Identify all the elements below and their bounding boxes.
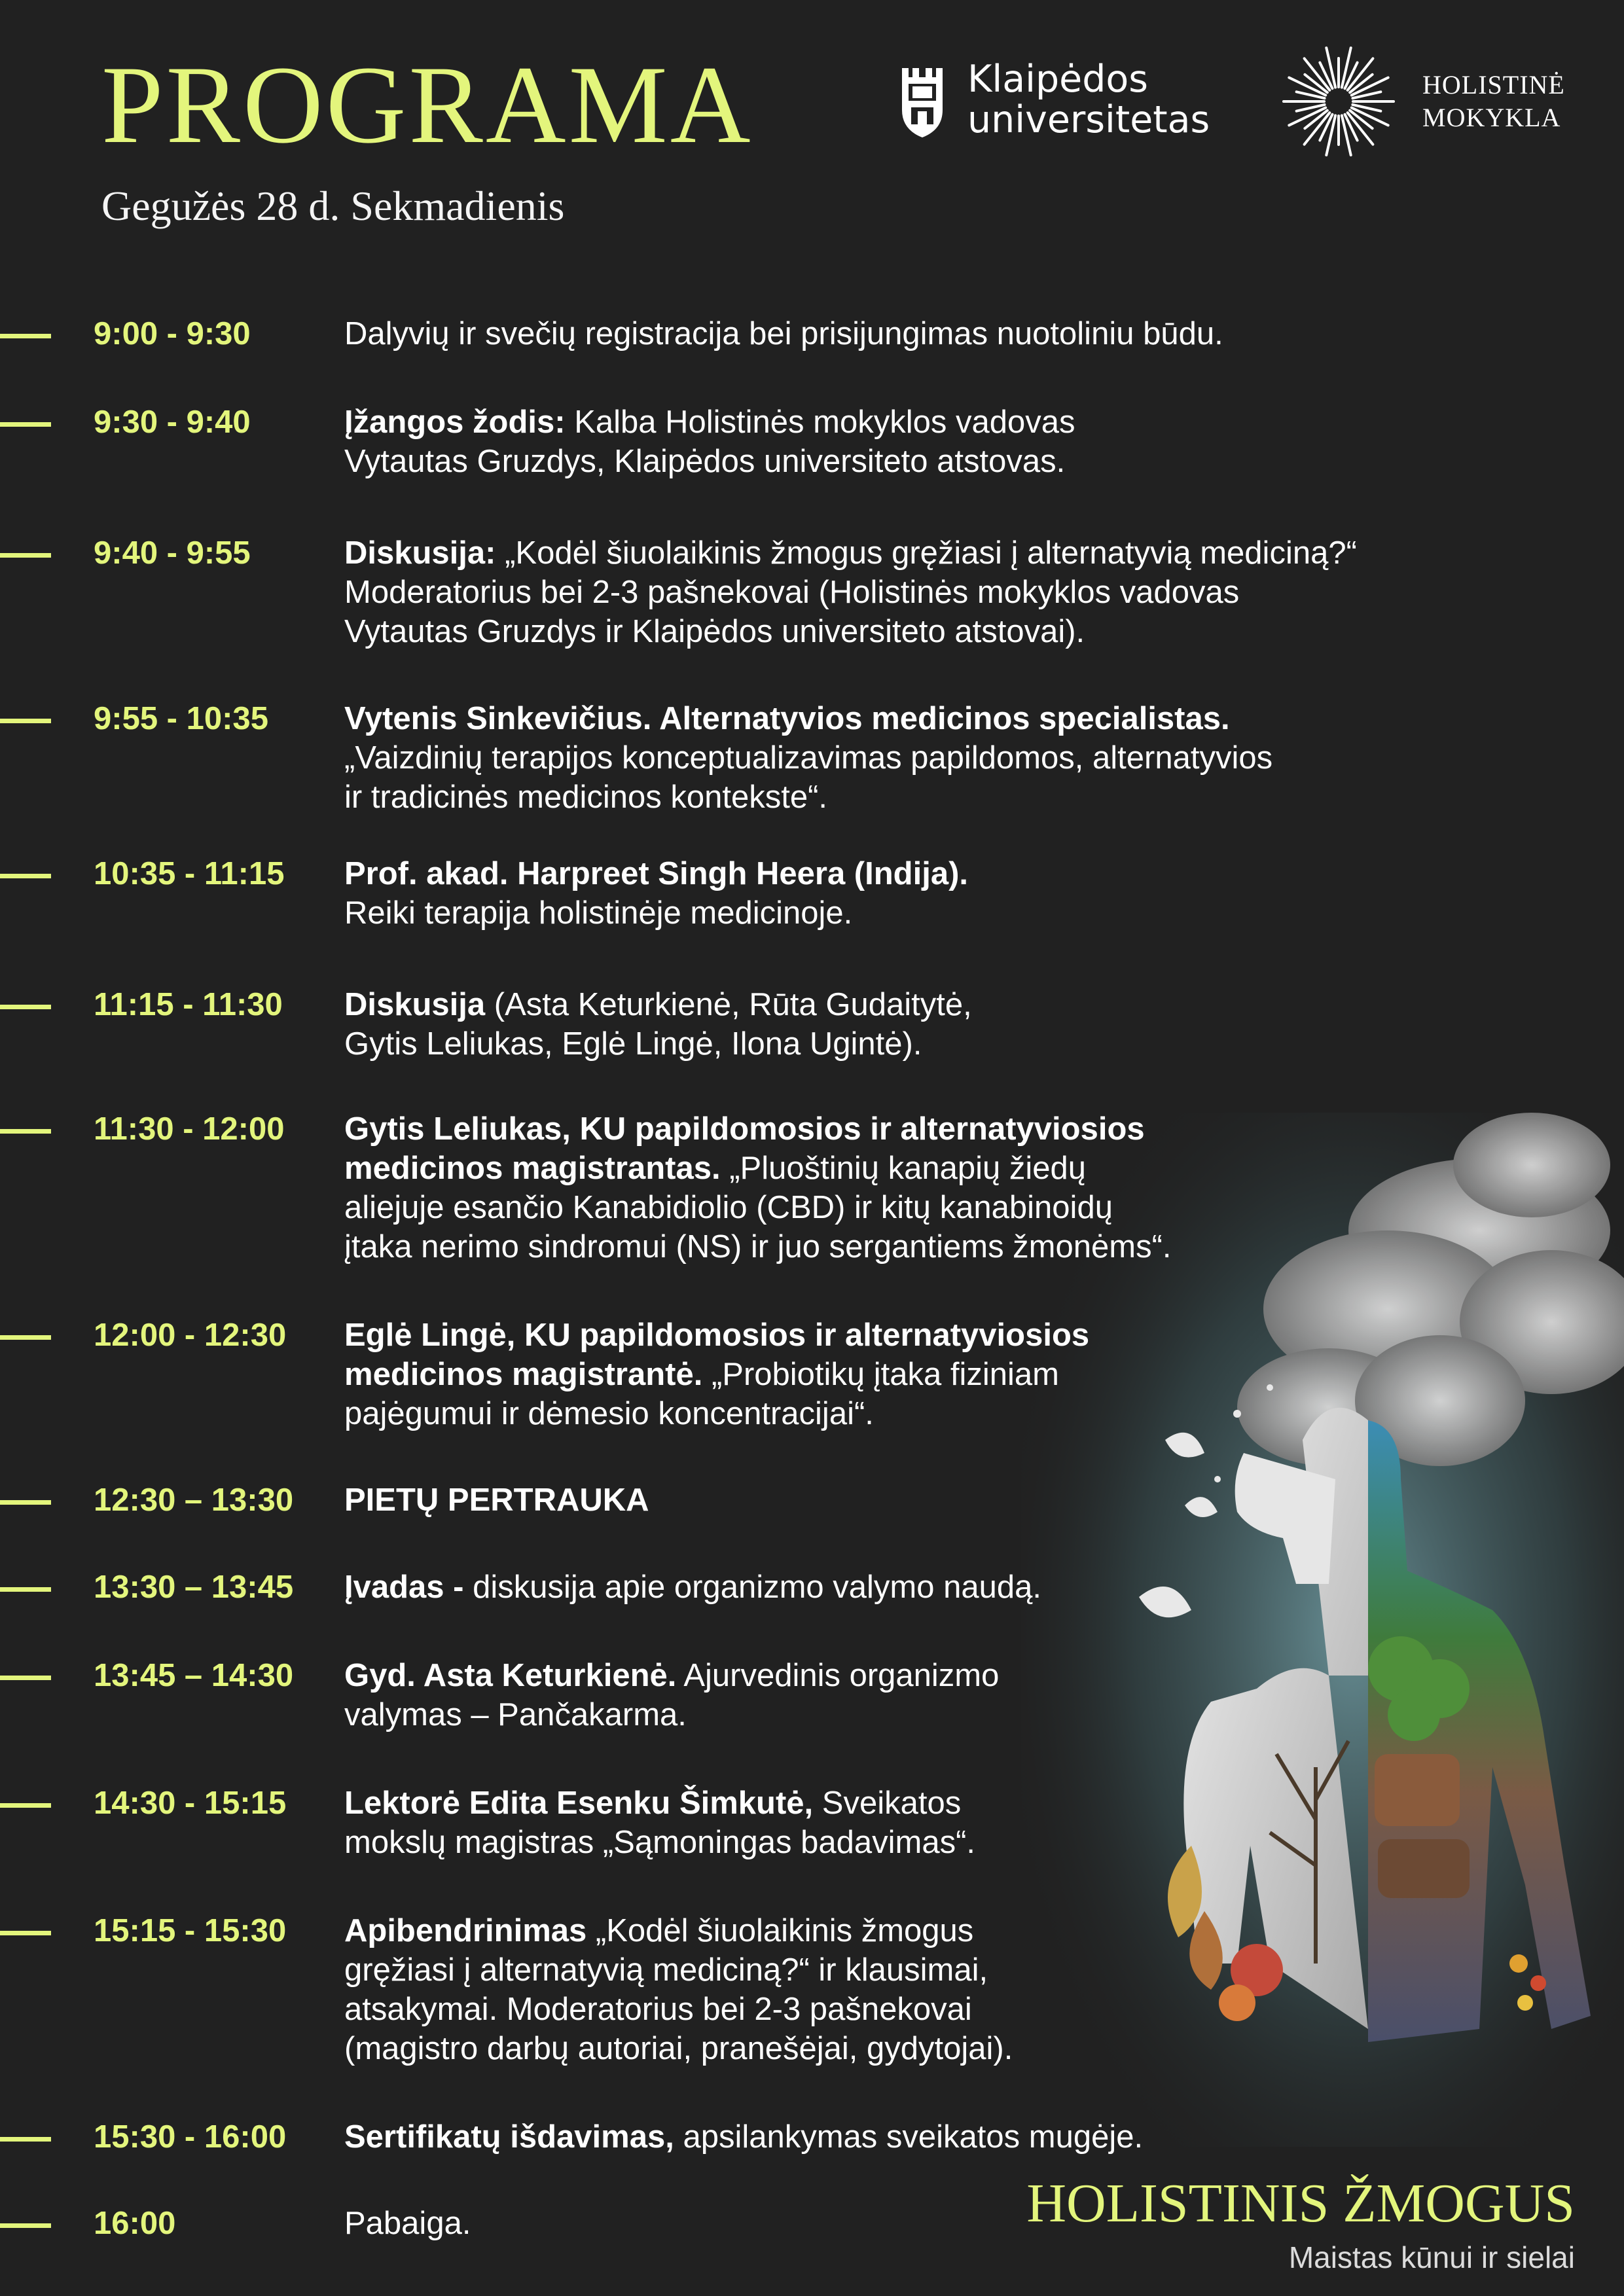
schedule-description: [344, 403, 1075, 481]
description-text: diskusija apie organizmo valymo naudą.: [463, 1570, 1041, 1605]
description-bold-text: Diskusija:: [344, 535, 496, 571]
description-line: [344, 1316, 1089, 1355]
schedule-dash: [0, 1676, 51, 1680]
description-text: ir tradicinės medicinos kontekste“.: [344, 780, 828, 815]
holistic-body-illustration: [1021, 1113, 1624, 2147]
description-line: [344, 1950, 1013, 1990]
university-name-line2: universitetas: [967, 98, 1210, 141]
university-name-line1: Klaipėdos: [967, 58, 1148, 101]
description-line: [344, 533, 1357, 573]
description-text: įtaka nerimo sindromui (NS) ir juo sergantiems žmonėms“.: [344, 1229, 1172, 1265]
schedule-dash: [0, 1931, 51, 1935]
schedule-dash: [0, 1005, 51, 1009]
description-line: [344, 1227, 1172, 1266]
footer-subtitle: Maistas kūnui ir sielai: [1288, 2240, 1575, 2274]
schedule-time: 9:00 - 9:30: [94, 316, 251, 351]
schedule-description: [344, 1568, 1041, 1607]
description-text: apsilankymas sveikatos mugėje.: [674, 2119, 1144, 2155]
description-line: [344, 893, 968, 933]
description-line: [344, 1990, 1013, 2029]
description-text: (Asta Keturkienė, Rūta Gudaitytė,: [485, 987, 972, 1022]
description-text: Reiki terapija holistinėje medicinoje.: [344, 895, 853, 931]
schedule-description: [344, 1784, 975, 1862]
description-text: „Kodėl šiuolaikinis žmogus: [586, 1913, 974, 1948]
description-line: [344, 1568, 1041, 1607]
description-line: [344, 1355, 1089, 1394]
description-bold-text: Sertifikatų išdavimas,: [344, 2119, 674, 2155]
schedule-time: 11:30 - 12:00: [94, 1111, 285, 1147]
schedule-dash: [0, 874, 51, 878]
schedule-dash: [0, 422, 51, 427]
schedule-description: [344, 1480, 649, 1520]
holistine-mokykla-logo: [1280, 43, 1587, 160]
description-text: Moderatorius bei 2-3 pašnekovai (Holistinės mokyklos vadovas: [344, 575, 1240, 610]
schedule-description: [344, 854, 968, 933]
description-line: [344, 573, 1357, 612]
schedule-time: 12:00 - 12:30: [94, 1318, 287, 1353]
schedule-dash: [0, 2223, 51, 2228]
footer-title: HOLISTINIS ŽMOGUS: [1026, 2173, 1575, 2234]
description-bold-text: Vytenis Sinkevičius. Alternatyvios medicinos specialistas.: [344, 701, 1230, 736]
schedule-time: 13:45 – 14:30: [94, 1658, 294, 1693]
description-line: [344, 699, 1272, 738]
description-text: aliejuje esančio Kanabidiolio (CBD) ir kitų kanabinoidų: [344, 1190, 1113, 1225]
description-text: Vytautas Gruzdys ir Klaipėdos universiteto atstovai).: [344, 614, 1085, 649]
schedule-time: 13:30 – 13:45: [94, 1570, 294, 1605]
description-line: [344, 1149, 1172, 1188]
schedule-dash: [0, 334, 51, 338]
description-line: [344, 2117, 1143, 2157]
description-text: Dalyvių ir svečių registracija bei prisijungimas nuotoliniu būdu.: [344, 316, 1223, 351]
schedule-description: [344, 1911, 1013, 2068]
schedule-dash: [0, 1803, 51, 1808]
description-line: [344, 1823, 975, 1862]
description-bold-text: medicinos magistrantas.: [344, 1151, 721, 1186]
description-line: [344, 442, 1075, 481]
description-text: „Pluoštinių kanapių žiedų: [720, 1151, 1086, 1186]
description-bold-text: PIETŲ PERTRAUKA: [344, 1482, 649, 1518]
schedule-dash: [0, 553, 51, 558]
description-line: [344, 1109, 1172, 1149]
schedule-time: 11:15 - 11:30: [94, 987, 283, 1022]
university-shield-icon: [898, 64, 947, 139]
schedule-time: 14:30 - 15:15: [94, 1785, 287, 1821]
description-line: [344, 403, 1075, 442]
description-text: Gytis Leliukas, Eglė Lingė, Ilona Ugintė).: [344, 1026, 922, 1062]
description-text: „Vaizdinių terapijos konceptualizavimas papildomos, alternatyvios: [344, 740, 1273, 776]
schedule-time: 16:00: [94, 2206, 176, 2241]
schedule-description: [344, 985, 972, 1064]
description-line: [344, 314, 1223, 353]
schedule-time: 15:15 - 15:30: [94, 1913, 287, 1948]
description-line: [344, 1024, 972, 1064]
schedule-dash: [0, 1500, 51, 1505]
description-line: [344, 985, 972, 1024]
description-bold-text: Įžangos žodis:: [344, 404, 566, 440]
schedule-description: [344, 1656, 999, 1734]
description-bold-text: Gytis Leliukas, KU papildomosios ir alternatyviosios: [344, 1111, 1145, 1147]
description-bold-text: medicinos magistrantė.: [344, 1357, 703, 1392]
schedule-time: 9:55 - 10:35: [94, 701, 268, 736]
description-text: pajėgumui ir dėmesio koncentracijai“.: [344, 1396, 874, 1431]
description-line: [344, 854, 968, 893]
description-text: gręžiasi į alternatyvią mediciną?“ ir klausimai,: [344, 1952, 988, 1988]
description-line: [344, 1188, 1172, 1227]
description-text: mokslų magistras „Sąmoningas badavimas“.: [344, 1825, 976, 1860]
description-line: [344, 1394, 1089, 1433]
schedule-description: [344, 1316, 1089, 1433]
schedule-dash: [0, 1335, 51, 1340]
school-name-line1: HOLISTINĖ: [1422, 70, 1565, 99]
description-line: [344, 2029, 1013, 2068]
description-line: [344, 738, 1272, 778]
description-line: [344, 1911, 1013, 1950]
description-line: [344, 2204, 471, 2243]
schedule-time: 15:30 - 16:00: [94, 2119, 287, 2155]
description-bold-text: Įvadas -: [344, 1570, 464, 1605]
description-text: Pabaiga.: [344, 2206, 471, 2241]
description-line: [344, 1656, 999, 1695]
schedule-dash: [0, 719, 51, 723]
event-date: Gegužės 28 d. Sekmadienis: [101, 183, 565, 229]
description-bold-text: Diskusija: [344, 987, 486, 1022]
schedule-time: 12:30 – 13:30: [94, 1482, 294, 1518]
description-text: Kalba Holistinės mokyklos vadovas: [565, 404, 1075, 440]
sunburst-icon: [1280, 43, 1398, 160]
description-bold-text: Apibendrinimas: [344, 1913, 587, 1948]
description-line: [344, 1695, 999, 1734]
schedule-description: [344, 2204, 471, 2243]
schedule-description: [344, 533, 1357, 651]
school-name-line2: MOKYKLA: [1422, 103, 1561, 132]
klaipeda-university-logo: [898, 59, 1238, 144]
schedule-time: 10:35 - 11:15: [94, 856, 285, 891]
schedule-dash: [0, 1129, 51, 1134]
description-text: Sveikatos: [813, 1785, 962, 1821]
description-text: Vytautas Gruzdys, Klaipėdos universiteto atstovas.: [344, 444, 1066, 479]
schedule-description: [344, 1109, 1172, 1266]
page-title: PROGRAMA: [101, 43, 753, 166]
description-text: „Probiotikų įtaka fiziniam: [702, 1357, 1059, 1392]
schedule-description: [344, 2117, 1143, 2157]
description-bold-text: Lektorė Edita Esenku Šimkutė,: [344, 1785, 814, 1821]
schedule-description: [344, 699, 1272, 817]
description-text: „Kodėl šiuolaikinis žmogus gręžiasi į alternatyvią mediciną?“: [496, 535, 1357, 571]
description-text: valymas – Pančakarma.: [344, 1697, 687, 1732]
schedule-description: [344, 314, 1223, 353]
description-line: [344, 1784, 975, 1823]
description-line: [344, 778, 1272, 817]
schedule-dash: [0, 2137, 51, 2142]
description-line: [344, 612, 1357, 651]
schedule-time: 9:40 - 9:55: [94, 535, 251, 571]
description-line: [344, 1480, 649, 1520]
description-text: atsakymai. Moderatorius bei 2-3 pašnekovai: [344, 1992, 972, 2027]
description-bold-text: Gyd. Asta Keturkienė.: [344, 1658, 677, 1693]
description-bold-text: Eglė Lingė, KU papildomosios ir alternatyviosios: [344, 1318, 1090, 1353]
description-bold-text: Prof. akad. Harpreet Singh Heera (Indija).: [344, 856, 969, 891]
schedule-dash: [0, 1587, 51, 1592]
description-text: (magistro darbų autoriai, pranešėjai, gydytojai).: [344, 2031, 1013, 2066]
schedule-time: 9:30 - 9:40: [94, 404, 251, 440]
description-text: Ajurvedinis organizmo: [676, 1658, 1000, 1693]
